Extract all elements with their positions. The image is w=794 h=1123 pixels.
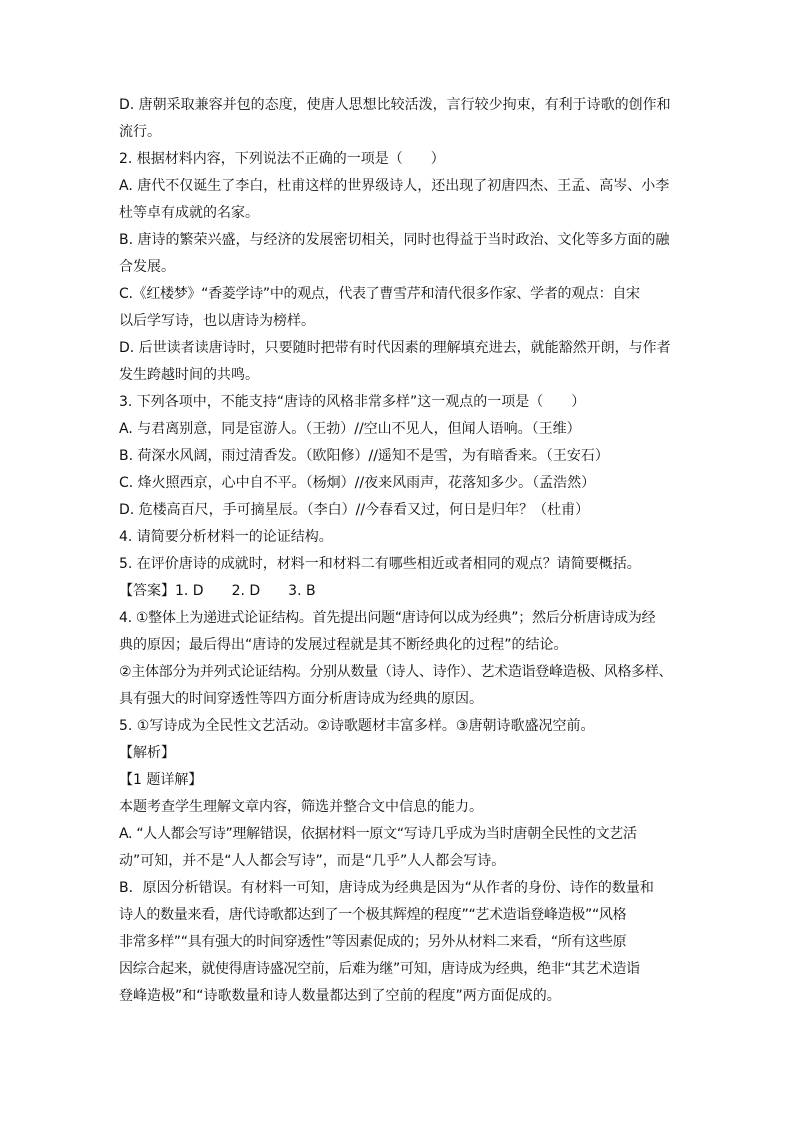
answer-4: 4. ①整体上为递进式论证结构。首先提出问题“唐诗何以成为经典”；然后分析唐诗成为经: [119, 610, 656, 626]
text-line: 登峰造极”和“诗歌数量和诗人数量都达到了空前的程度”两方面促成的。: [119, 988, 561, 1004]
text-line: D. 唐朝采取兼容并包的态度，使唐人思想比较活泼，言行较少拘束，有利于诗歌的创作和: [119, 97, 671, 113]
text-line: 本题考查学生理解文章内容，筛选并整合文中信息的能力。: [119, 799, 483, 815]
text-line: B．原因分析错误。有材料一可知，唐诗成为经典是因为“从作者的身份、诗作的数量和: [119, 880, 654, 896]
question-5: 5. 在评价唐诗的成就时，材料一和材料二有哪些相近或者相同的观点？请简要概括。: [119, 556, 641, 572]
question-3: 3. 下列各项中，不能支持“唐诗的风格非常多样”这一观点的一项是（ ）: [119, 394, 586, 410]
option-d: D. 后世读者读唐诗时，只要随时把带有时代因素的理解填充进去，就能豁然开朗，与作者: [119, 340, 671, 356]
text-line: ②主体部分为并列式论证结构。分别从数量（诗人、诗作）、艺术造诣登峰造极、风格多样、: [119, 664, 673, 680]
text-line: 合发展。: [119, 259, 175, 275]
option-c: C.《红楼梦》“香菱学诗”中的观点，代表了曹雪芹和清代很多作家、学者的观点：自宋: [119, 286, 640, 302]
question-2: 2. 根据材料内容，下列说法不正确的一项是（ ）: [119, 151, 445, 167]
text-line: 具有强大的时间穿透性等四方面分析唐诗成为经典的原因。: [119, 691, 483, 707]
document-body: [119, 92, 684, 1010]
text-line: 因综合起来，就使得唐诗盛况空前，后难为继”可知，唐诗成为经典，绝非“其艺术造诣: [119, 961, 640, 977]
answer-5: 5. ①写诗成为全民性文艺活动。②诗歌题材丰富多样。③唐朝诗歌盛况空前。: [119, 718, 595, 734]
text-line: 动”可知，并不是“人人都会写诗”，而是“几乎”人人都会写诗。: [119, 853, 506, 869]
option-a: A. 唐代不仅诞生了李白，杜甫这样的世界级诗人，还出现了初唐四杰、王孟、高岑、小李: [119, 178, 670, 194]
option-b: B. 唐诗的繁荣兴盛，与经济的发展密切相关，同时也得益于当时政治、文化等多方面的融: [119, 232, 670, 248]
answer-heading: 【答案】1. D 2. D 3. B: [119, 583, 316, 599]
text-line: 流行。: [119, 124, 161, 140]
question-1-detail-heading: 【1 题详解】: [119, 772, 203, 788]
text-line: 发生跨越时间的共鸣。: [119, 367, 259, 383]
text-line: 非常多样”“具有强大的时间穿透性”等因素促成的；另外从材料二来看，“所有这些原: [119, 934, 627, 950]
analysis-heading: 【解析】: [119, 745, 175, 761]
text-line: 杜等卓有成就的名家。: [119, 205, 259, 221]
text-line: A. “人人都会写诗”理解错误，依据材料一原文“写诗几乎成为当时唐朝全民性的文艺活: [119, 826, 637, 842]
text-line: 以后学写诗，也以唐诗为榜样。: [119, 313, 315, 329]
option-c: C. 烽火照西京，心中自不平。（杨炯）//夜来风雨声，花落知多少。（孟浩然）: [119, 475, 596, 491]
question-4: 4. 请简要分析材料一的论证结构。: [119, 529, 333, 545]
text-line: 诗人的数量来看，唐代诗歌都达到了一个极其辉煌的程度”“艺术造诣登峰造极”“风格: [119, 907, 627, 923]
text-line: 典的原因；最后得出“唐诗的发展过程就是其不断经典化的过程”的结论。: [119, 637, 568, 653]
option-d: D. 危楼高百尺，手可摘星辰。（李白）//今春看又过，何日是归年？（杜甫）: [119, 502, 590, 518]
option-a: A. 与君离别意，同是宦游人。（王勃）//空山不见人，但闻人语响。（王维）: [119, 421, 581, 437]
option-b: B. 荷深水风阔，雨过清香发。（欧阳修）//遥知不是雪，为有暗香来。（王安石）: [119, 448, 609, 464]
